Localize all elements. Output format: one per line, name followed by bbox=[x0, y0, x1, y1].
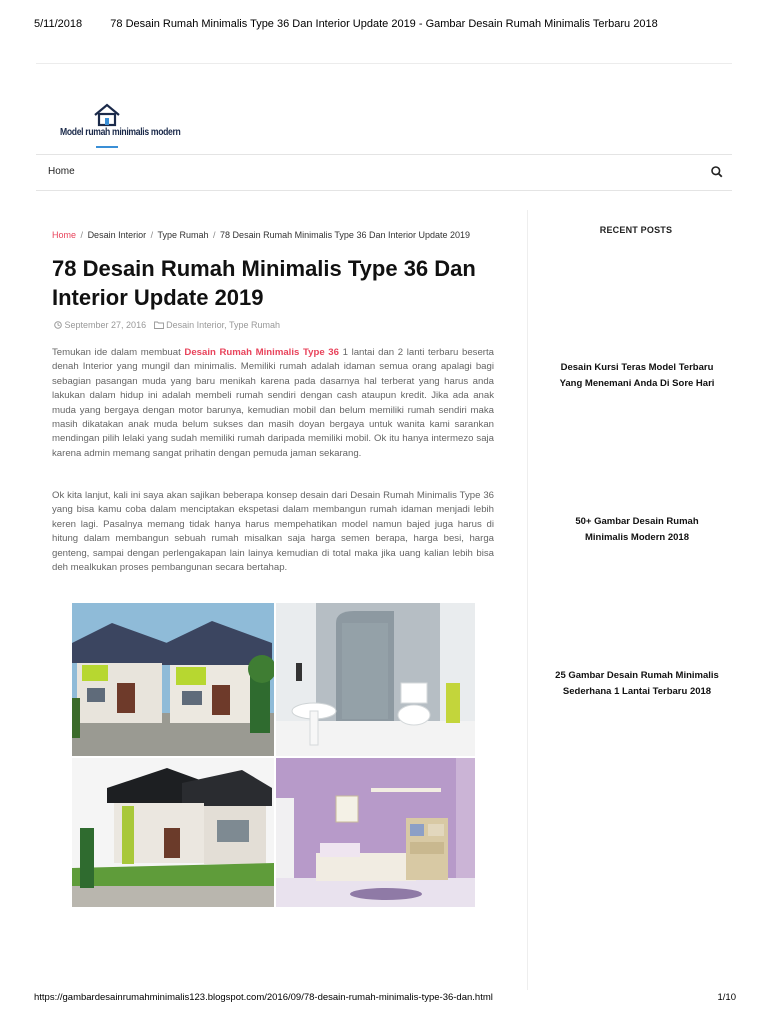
logo-text: Model rumah minimalis modern bbox=[60, 126, 181, 138]
folder-icon bbox=[154, 321, 164, 329]
clock-icon bbox=[54, 321, 62, 329]
post-title: 78 Desain Rumah Minimalis Type 36 Dan Interior Update 2019 bbox=[52, 256, 476, 310]
breadcrumb-current: 78 Desain Rumah Minimalis Type 36 Dan Interior Update 2019 bbox=[220, 230, 471, 240]
logo-underline bbox=[96, 146, 118, 148]
highlight-link[interactable]: Desain Rumah Minimalis Type 36 bbox=[184, 347, 339, 358]
site-logo[interactable] bbox=[60, 103, 181, 153]
house-icon bbox=[93, 103, 121, 127]
recent-posts-heading: RECENT POSTS bbox=[599, 225, 673, 235]
post-paragraph: Ok kita lanjut, kali ini saya akan sajikan beberapa konsep desain dari Desain Rumah Minimalis Type 36 yang bisa kamu coba dalam menciptakan ekspetasi dalam membangun rumah idaman menjadi lebih keren lagi. Pasalnya memang tidak hanya harus mempehatikan model namun bajed juga harus di hitung dalam membangun sebuah rumah misalkan saja harga semen berapa, harga besi, harga genteng, sampai dengan perlengakapan lain lainya kemudian di total maka jika uang kalian lebih bisa deh mealkukan proses pembangunan secara bertahap. bbox=[52, 490, 494, 574]
divider bbox=[36, 63, 732, 64]
print-title: 78 Desain Rumah Minimalis Type 36 Dan Interior Update 2019 - Gambar Desain Rumah Minimalis Terbaru 2018 bbox=[110, 18, 658, 30]
breadcrumb-separator: / bbox=[150, 230, 154, 240]
breadcrumb-separator: / bbox=[213, 230, 216, 240]
post-date: September 27, 2016 bbox=[64, 320, 147, 330]
breadcrumb-category-type-rumah[interactable]: Type Rumah bbox=[157, 230, 209, 240]
bedroom-interior-image bbox=[276, 758, 475, 907]
bathroom-interior-image bbox=[276, 603, 475, 756]
print-footer bbox=[0, 992, 768, 1012]
print-header bbox=[0, 0, 768, 40]
breadcrumb-category-desain-interior[interactable]: Desain Interior bbox=[87, 230, 147, 240]
page-number: 1/10 bbox=[717, 992, 736, 1003]
recent-post-link[interactable]: 25 Gambar Desain Rumah Minimalis Sederhana 1 Lantai Terbaru 2018 bbox=[555, 670, 719, 697]
sidebar-divider bbox=[527, 210, 528, 990]
post-categories[interactable]: Desain Interior, Type Rumah bbox=[166, 320, 281, 330]
paragraph-text: Temukan ide dalam membuat bbox=[52, 347, 185, 358]
breadcrumb bbox=[52, 230, 470, 240]
main-navbar bbox=[36, 154, 732, 191]
house-exterior-image-1 bbox=[72, 603, 274, 756]
recent-post-link[interactable]: Desain Kursi Teras Model Terbaru Yang Menemani Anda Di Sore Hari bbox=[559, 362, 715, 389]
breadcrumb-separator: / bbox=[80, 230, 84, 240]
breadcrumb-home-link[interactable]: Home bbox=[52, 230, 77, 240]
house-design-image-collage bbox=[72, 603, 475, 907]
print-url: https://gambardesainrumahminimalis123.blogspot.com/2016/09/78-desain-rumah-minimalis-type-36-dan.html bbox=[34, 992, 493, 1003]
post-meta bbox=[54, 320, 280, 330]
house-exterior-image-2 bbox=[72, 758, 274, 907]
search-icon[interactable] bbox=[710, 165, 724, 179]
paragraph-text: 1 lantai dan 2 lanti terbaru beserta denah Interior yang mungil dan minimalis. Memiliki rumah adalah idaman semua orang apalagi bagi sebagian pasangan muda yang baru menikah karena pada dasarnya hal terberat yang harus anda lakukan dalam hidup ini adalah membeli rumah sendiri dengan cash ataupun kredit. Jika ada anak muda yang bergaya dengan motor barunya, kemudian mobil dan belum memiliki rumah sendiri maka masih dikatakan anak muda belum sukses dan masih doyan bergaya untuk wanita kami sarankan mendingan pilih lelaki yang sudah memiliki rumah daripada memiliki mobil. Ok itu hanya intermezo saja karena admin memang sangat prihatin dengan pemuda jaman sekarang. bbox=[52, 347, 495, 459]
post-paragraph bbox=[52, 346, 494, 461]
nav-home-link[interactable]: Home bbox=[48, 166, 75, 177]
print-date: 5/11/2018 bbox=[34, 18, 83, 30]
recent-post-link[interactable]: 50+ Gambar Desain Rumah Minimalis Modern 2018 bbox=[575, 516, 699, 543]
